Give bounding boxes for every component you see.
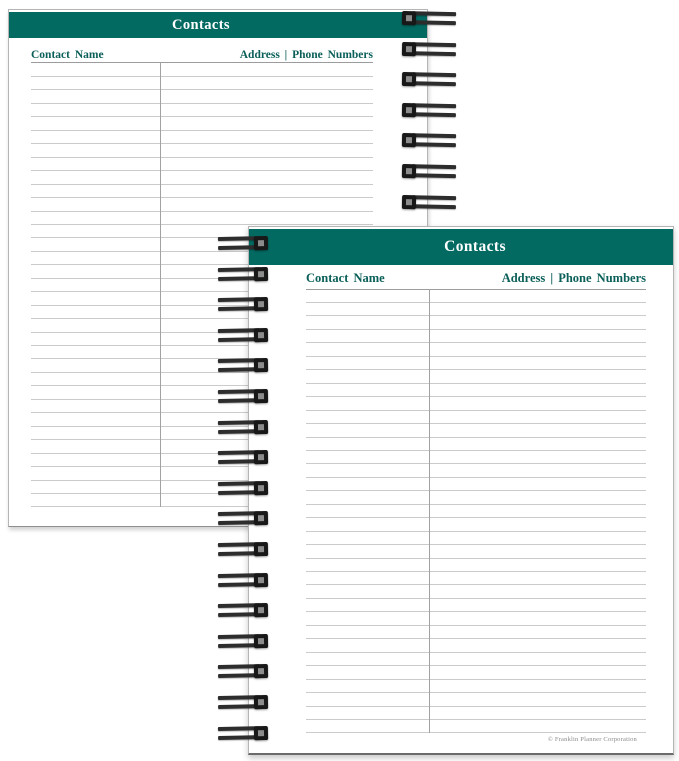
binding-coil bbox=[218, 695, 268, 710]
back-page-header-bar bbox=[9, 12, 427, 38]
coil-clamp-hole bbox=[406, 15, 412, 21]
ruled-line bbox=[306, 396, 646, 397]
coil-clamp bbox=[254, 603, 268, 617]
front-page-header-bar bbox=[249, 229, 673, 265]
back-col-contact-name: Contact Name bbox=[31, 49, 104, 61]
coil-clamp-hole bbox=[258, 332, 264, 338]
ruled-line bbox=[306, 732, 646, 733]
binding-coil bbox=[402, 133, 456, 148]
ruled-line bbox=[306, 356, 646, 357]
binding-coil bbox=[218, 634, 268, 649]
binding-coil bbox=[402, 164, 456, 179]
copyright-text: © Franklin Planner Corporation bbox=[547, 736, 637, 743]
coil-clamp-hole bbox=[258, 424, 264, 430]
coil-clamp-hole bbox=[258, 515, 264, 521]
ruled-line bbox=[306, 504, 646, 505]
ruled-line bbox=[31, 184, 373, 185]
ruled-line bbox=[306, 638, 646, 639]
coil-clamp bbox=[254, 573, 268, 587]
ruled-line bbox=[31, 143, 373, 144]
coil-clamp-hole bbox=[258, 577, 264, 583]
coil-wire bbox=[412, 11, 456, 16]
coil-clamp-hole bbox=[258, 485, 264, 491]
coil-clamp-hole bbox=[406, 76, 412, 82]
ruled-line bbox=[31, 157, 373, 158]
coil-clamp-hole bbox=[406, 107, 412, 113]
coil-wire bbox=[412, 51, 456, 56]
ruled-line bbox=[306, 383, 646, 384]
ruled-line bbox=[306, 410, 646, 411]
ruled-line bbox=[306, 369, 646, 370]
coil-wire bbox=[412, 103, 456, 108]
coil-clamp bbox=[254, 726, 268, 740]
coil-wire bbox=[412, 143, 456, 148]
ruled-line bbox=[306, 437, 646, 438]
ruled-line bbox=[306, 665, 646, 666]
coil-clamp bbox=[254, 664, 268, 678]
ruled-line bbox=[31, 197, 373, 198]
ruled-line bbox=[306, 584, 646, 585]
ruled-line bbox=[31, 211, 373, 212]
ruled-line bbox=[306, 450, 646, 451]
ruled-line bbox=[306, 679, 646, 680]
coil-clamp bbox=[254, 420, 268, 434]
coil-clamp bbox=[402, 42, 416, 56]
coil-clamp bbox=[402, 195, 416, 209]
back-page-title: Contacts bbox=[172, 17, 230, 33]
coil-wire bbox=[412, 42, 456, 47]
back-column-divider bbox=[160, 62, 161, 507]
coil-clamp-hole bbox=[258, 546, 264, 552]
ruled-line bbox=[306, 423, 646, 424]
coil-wire bbox=[412, 72, 456, 77]
front-header-rule bbox=[306, 289, 646, 290]
binding-coil bbox=[218, 542, 268, 557]
coil-clamp bbox=[254, 634, 268, 648]
front-page-title: Contacts bbox=[444, 238, 506, 255]
front-column-divider bbox=[429, 289, 430, 733]
binding-coil bbox=[218, 267, 268, 282]
ruled-line bbox=[306, 625, 646, 626]
coil-clamp bbox=[254, 297, 268, 311]
coil-clamp bbox=[254, 511, 268, 525]
coil-clamp bbox=[402, 11, 416, 25]
coil-clamp bbox=[254, 236, 268, 250]
coil-clamp bbox=[402, 72, 416, 86]
ruled-line bbox=[306, 463, 646, 464]
binding-coil bbox=[402, 72, 456, 87]
coil-clamp-hole bbox=[258, 668, 264, 674]
coil-clamp-hole bbox=[406, 137, 412, 143]
ruled-line bbox=[306, 315, 646, 316]
coil-wire bbox=[412, 173, 456, 178]
binding-coil bbox=[218, 358, 268, 373]
binding-coil bbox=[218, 603, 268, 618]
ruled-line bbox=[306, 598, 646, 599]
coil-wire bbox=[412, 164, 456, 169]
ruled-line bbox=[306, 706, 646, 707]
binding-coil bbox=[218, 664, 268, 679]
binding-coil bbox=[218, 236, 268, 251]
ruled-line bbox=[306, 558, 646, 559]
front-column-headers bbox=[306, 271, 646, 286]
ruled-line bbox=[306, 329, 646, 330]
front-ruled-lines bbox=[306, 302, 646, 733]
ruled-line bbox=[31, 130, 373, 131]
coil-clamp bbox=[402, 103, 416, 117]
ruled-line bbox=[306, 531, 646, 532]
coil-clamp-hole bbox=[258, 362, 264, 368]
ruled-line bbox=[31, 224, 373, 225]
coil-clamp bbox=[254, 481, 268, 495]
coil-clamp-hole bbox=[258, 454, 264, 460]
binding-coil bbox=[218, 573, 268, 588]
ruled-line bbox=[306, 692, 646, 693]
binding-coil bbox=[218, 389, 268, 404]
ruled-line bbox=[31, 103, 373, 104]
binding-coil bbox=[402, 103, 456, 118]
coil-clamp bbox=[402, 133, 416, 147]
coil-clamp bbox=[254, 267, 268, 281]
ruled-line bbox=[306, 652, 646, 653]
front-col-address-phone: Address | Phone Numbers bbox=[501, 271, 646, 285]
coil-clamp bbox=[254, 450, 268, 464]
binding-coil bbox=[218, 297, 268, 312]
back-header-rule bbox=[31, 62, 373, 63]
ruled-line bbox=[306, 517, 646, 518]
back-col-address-phone: Address | Phone Numbers bbox=[239, 49, 373, 61]
coil-clamp-hole bbox=[258, 271, 264, 277]
coil-clamp bbox=[254, 695, 268, 709]
binding-coil bbox=[218, 328, 268, 343]
binding-coil bbox=[218, 511, 268, 526]
ruled-line bbox=[306, 611, 646, 612]
ruled-line bbox=[31, 89, 373, 90]
binding-coil bbox=[218, 450, 268, 465]
ruled-line bbox=[31, 170, 373, 171]
binding-coil bbox=[402, 42, 456, 57]
coil-clamp-hole bbox=[406, 168, 412, 174]
binding-coil bbox=[218, 481, 268, 496]
binding-coil bbox=[218, 420, 268, 435]
coil-wire bbox=[412, 112, 456, 117]
coil-clamp-hole bbox=[258, 730, 264, 736]
coil-clamp bbox=[254, 328, 268, 342]
coil-clamp bbox=[254, 542, 268, 556]
binding-coil bbox=[218, 726, 268, 741]
ruled-line bbox=[306, 571, 646, 572]
ruled-line bbox=[306, 490, 646, 491]
front-contacts-page bbox=[248, 226, 674, 755]
back-column-headers bbox=[31, 46, 373, 61]
coil-clamp-hole bbox=[406, 199, 412, 205]
coil-clamp bbox=[402, 164, 416, 178]
coil-clamp bbox=[254, 389, 268, 403]
binding-coil bbox=[402, 195, 456, 210]
ruled-line bbox=[306, 544, 646, 545]
coil-clamp-hole bbox=[258, 393, 264, 399]
ruled-line bbox=[306, 477, 646, 478]
ruled-line bbox=[306, 302, 646, 303]
ruled-line bbox=[306, 719, 646, 720]
coil-clamp-hole bbox=[258, 638, 264, 644]
ruled-line bbox=[31, 76, 373, 77]
coil-wire bbox=[412, 134, 456, 139]
coil-clamp-hole bbox=[258, 301, 264, 307]
binding-coil bbox=[402, 11, 456, 26]
coil-clamp bbox=[254, 358, 268, 372]
coil-wire bbox=[412, 81, 456, 86]
coil-clamp-hole bbox=[406, 46, 412, 52]
ruled-line bbox=[306, 342, 646, 343]
coil-clamp-hole bbox=[258, 607, 264, 613]
front-col-contact-name: Contact Name bbox=[306, 271, 385, 285]
coil-clamp-hole bbox=[258, 699, 264, 705]
ruled-line bbox=[31, 116, 373, 117]
coil-wire bbox=[412, 195, 456, 200]
coil-wire bbox=[412, 204, 456, 209]
coil-clamp-hole bbox=[258, 240, 264, 246]
coil-wire bbox=[412, 20, 456, 25]
